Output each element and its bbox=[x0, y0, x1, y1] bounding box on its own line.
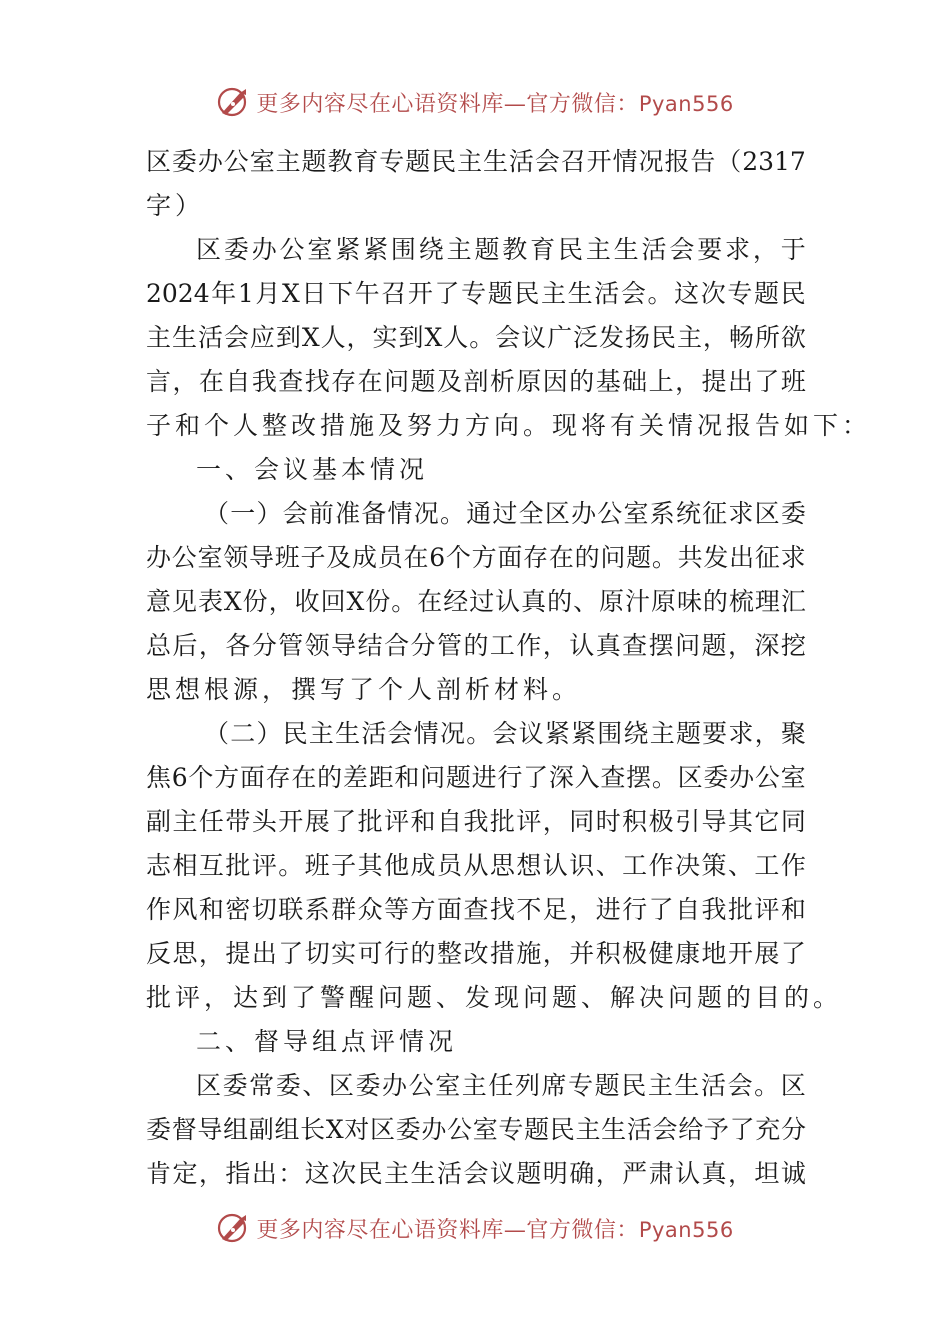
paragraph-line: 主 生 活 会 应 到 X 人 ， 实 到 X 人 。 会 议 广 泛 发 扬 民 主 ， 畅 所 欲 bbox=[146, 323, 806, 352]
paragraph-line: 意 见 表 X 份 ， 收 回 X 份 。 在 经 过 认 真 的 、 原 汁 原 味 的 梳 理 汇 bbox=[146, 587, 806, 616]
paragraph-line: （ 一 ） 会 前 准 备 情 况 。 通 过 全 区 办 公 室 系 统 征 求 区 委 bbox=[204, 499, 806, 528]
section-heading: 一、会议基本情况 bbox=[196, 455, 429, 484]
paragraph-line: 副 主 任 带 头 开 展 了 批 评 和 自 我 批 评 ， 同 时 积 极 引 导 其 它 同 bbox=[146, 807, 806, 836]
pen-nib-logo-icon bbox=[216, 1211, 250, 1245]
document-body bbox=[146, 140, 872, 1196]
document-title-line-1: 区 委 办 公 室 主 题 教 育 专 题 民 主 生 活 会 召 开 情 况 报 告 （ 2317 bbox=[146, 147, 806, 176]
paragraph-line: 办 公 室 领 导 班 子 及 成 员 在 6 个 方 面 存 在 的 问 题 。 共 发 出 征 求 bbox=[146, 543, 806, 572]
paragraph-line: 反 思 ， 提 出 了 切 实 可 行 的 整 改 措 施 ， 并 积 极 健 康 地 开 展 了 bbox=[146, 939, 806, 968]
paragraph-line: 肯 定 ， 指 出 ： 这 次 民 主 生 活 会 议 题 明 确 ， 严 肃 认 真 ， 坦 诚 bbox=[146, 1159, 806, 1188]
watermark-banner-bottom bbox=[0, 1208, 950, 1248]
paragraph-line: 委 督 导 组 副 组 长 X 对 区 委 办 公 室 专 题 民 主 生 活 会 给 予 了 充 分 bbox=[146, 1115, 806, 1144]
paragraph-line: 志 相 互 批 评 。 班 子 其 他 成 员 从 思 想 认 识 、 工 作 决 策 、 工 作 bbox=[146, 851, 806, 880]
paragraph-line: 言 ， 在 自 我 查 找 存 在 问 题 及 剖 析 原 因 的 基 础 上 ， 提 出 了 班 bbox=[146, 367, 806, 396]
paragraph-line: 总 后 ， 各 分 管 领 导 结 合 分 管 的 工 作 ， 认 真 查 摆 问 题 ， 深 挖 bbox=[146, 631, 806, 660]
paragraph-line: （ 二 ） 民 主 生 活 会 情 况 。 会 议 紧 紧 围 绕 主 题 要 求 ， 聚 bbox=[204, 719, 806, 748]
watermark-banner-top bbox=[0, 82, 950, 122]
paragraph-line: 焦 6 个 方 面 存 在 的 差 距 和 问 题 进 行 了 深 入 查 摆 。 区 委 办 公 室 bbox=[146, 763, 806, 792]
paragraph-line: 作 风 和 密 切 联 系 群 众 等 方 面 查 找 不 足 ， 进 行 了 自 我 批 评 和 bbox=[146, 895, 806, 924]
paragraph-line: 子和个人整改措施及努力方向。现将有关情况报告如下： bbox=[146, 411, 872, 440]
paragraph-line: 批评，达到了警醒问题、发现问题、解决问题的目的。 bbox=[146, 983, 843, 1012]
document-title-line-2: 字） bbox=[146, 191, 205, 220]
paragraph-line: 思想根源，撰写了个人剖析材料。 bbox=[146, 675, 582, 704]
watermark-text: 更多内容尽在心语资料库—官方微信：Pyan556 bbox=[256, 1217, 734, 1243]
paragraph-line: 2024 年 1 月 X 日 下 午 召 开 了 专 题 民 主 生 活 会 。 这 次 专 题 民 bbox=[146, 279, 806, 308]
section-heading: 二、督导组点评情况 bbox=[196, 1027, 458, 1056]
pen-nib-logo-icon bbox=[216, 85, 250, 119]
paragraph-line: 区 委 常 委 、 区 委 办 公 室 主 任 列 席 专 题 民 主 生 活 会 。 区 bbox=[196, 1071, 806, 1100]
paragraph-line: 区 委 办 公 室 紧 紧 围 绕 主 题 教 育 民 主 生 活 会 要 求 ， 于 bbox=[196, 235, 806, 264]
watermark-text: 更多内容尽在心语资料库—官方微信：Pyan556 bbox=[256, 91, 734, 117]
